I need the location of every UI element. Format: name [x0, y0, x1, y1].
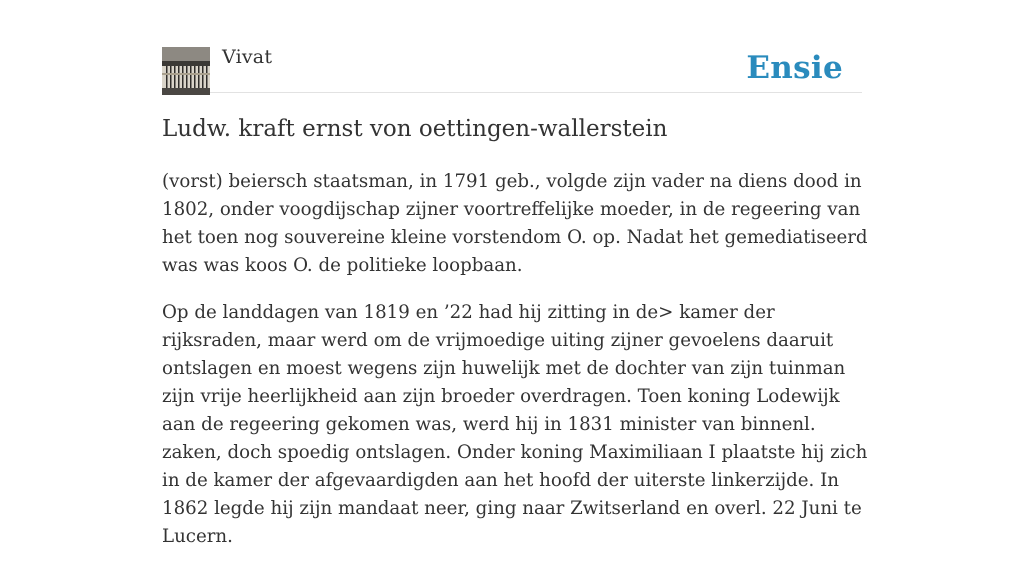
article-container [162, 0, 868, 547]
brand-logo[interactable]: Ensie [746, 50, 843, 86]
article-title: Ludw. kraft ernst von oettingen-wallerstein [162, 116, 668, 142]
header [162, 0, 862, 93]
article-paragraph: (vorst) beiersch staatsman, in 1791 geb., volgde zijn vader na diens dood in 1802, onder voogdijschap zijner voortreffelijke moeder, in de regeering van het toen nog souvereine kleine vorstendom O. op. Nadat het gemediatiseerd was was koos O. de politieke loopbaan. [162, 171, 868, 276]
bookshelf-avatar-icon [162, 47, 210, 95]
author-name[interactable]: Vivat [222, 46, 273, 68]
article-body [162, 168, 868, 570]
article-paragraph: Op de landdagen van 1819 en ’22 had hij zitting in de> kamer der rijksraden, maar werd om de vrijmoedige uiting zijner gevoelens daaruit ontslagen en moest wegens zijn huwelijk met de dochter van zijn tuinman zijn vrije heerlijkheid aan zijn broeder overdragen. Toen koning Lodewijk aan de regeering gekomen was, werd hij in 1831 minister van binnenl. zaken, doch spoedig ontslagen. Onder koning Maximiliaan I plaatste hij zich in de kamer der afgevaardigden aan het hoofd der uiterste linkerzijde. In 1862 legde hij zijn mandaat neer, ging naar Zwitserland en overl. 22 Juni te Lucern. [162, 302, 868, 547]
avatar[interactable] [162, 47, 210, 95]
